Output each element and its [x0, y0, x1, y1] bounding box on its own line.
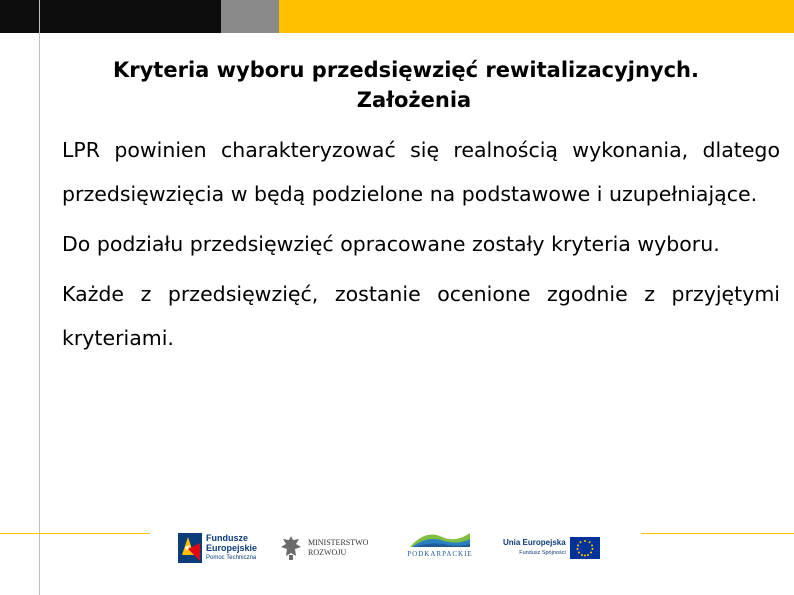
- slide-title-line2: Założenia: [356, 88, 472, 112]
- fundusze-europejskie-logo: [178, 527, 257, 569]
- ue-line2: Fundusz Spójności: [519, 550, 566, 556]
- min-line1: MINISTERSTWO: [308, 538, 369, 547]
- ministerstwo-rozwoju-logo: [280, 527, 368, 569]
- ue-line1: Unia Europejska: [503, 538, 566, 547]
- unia-europejska-logo: [503, 527, 600, 569]
- footer-rule-left: [0, 533, 150, 534]
- podkarpackie-logo: [400, 527, 480, 569]
- header-bar-yellow: [279, 0, 794, 33]
- slide-title: [40, 55, 794, 115]
- polish-eagle-icon: [280, 534, 302, 562]
- paragraph-2: Do podziału przedsięwzięć opracowane zostały kryteria wyboru.: [62, 232, 720, 256]
- slide-title-line1: Kryteria wyboru przedsięwzięć rewitalizacyjnych.: [112, 58, 699, 82]
- podkarpackie-label: PODKARPACKIE: [407, 550, 473, 558]
- podkarpackie-waves-icon: [408, 527, 472, 549]
- eu-flag-icon: [570, 537, 600, 559]
- header-bar-gray: [221, 0, 279, 33]
- fe-line1: Fundusze: [206, 533, 248, 543]
- header-bar-black: [0, 0, 221, 33]
- eu-funds-star-icon: [178, 533, 202, 563]
- paragraph-1: LPR powinien charakteryzować się realnością wykonania, dlatego przedsięwzięcia w będą podzielone na podstawowe i uzupełniające.: [62, 138, 780, 206]
- slide-body: [62, 128, 780, 366]
- fe-line3: Pomoc Techniczna: [206, 555, 257, 561]
- fe-line2: Europejskie: [206, 543, 258, 553]
- min-line2: ROZWOJU: [308, 548, 347, 557]
- paragraph-3: Każde z przedsięwzięć, zostanie ocenione zgodnie z przyjętymi kryteriami.: [62, 282, 780, 350]
- footer-rule-right: [641, 533, 794, 534]
